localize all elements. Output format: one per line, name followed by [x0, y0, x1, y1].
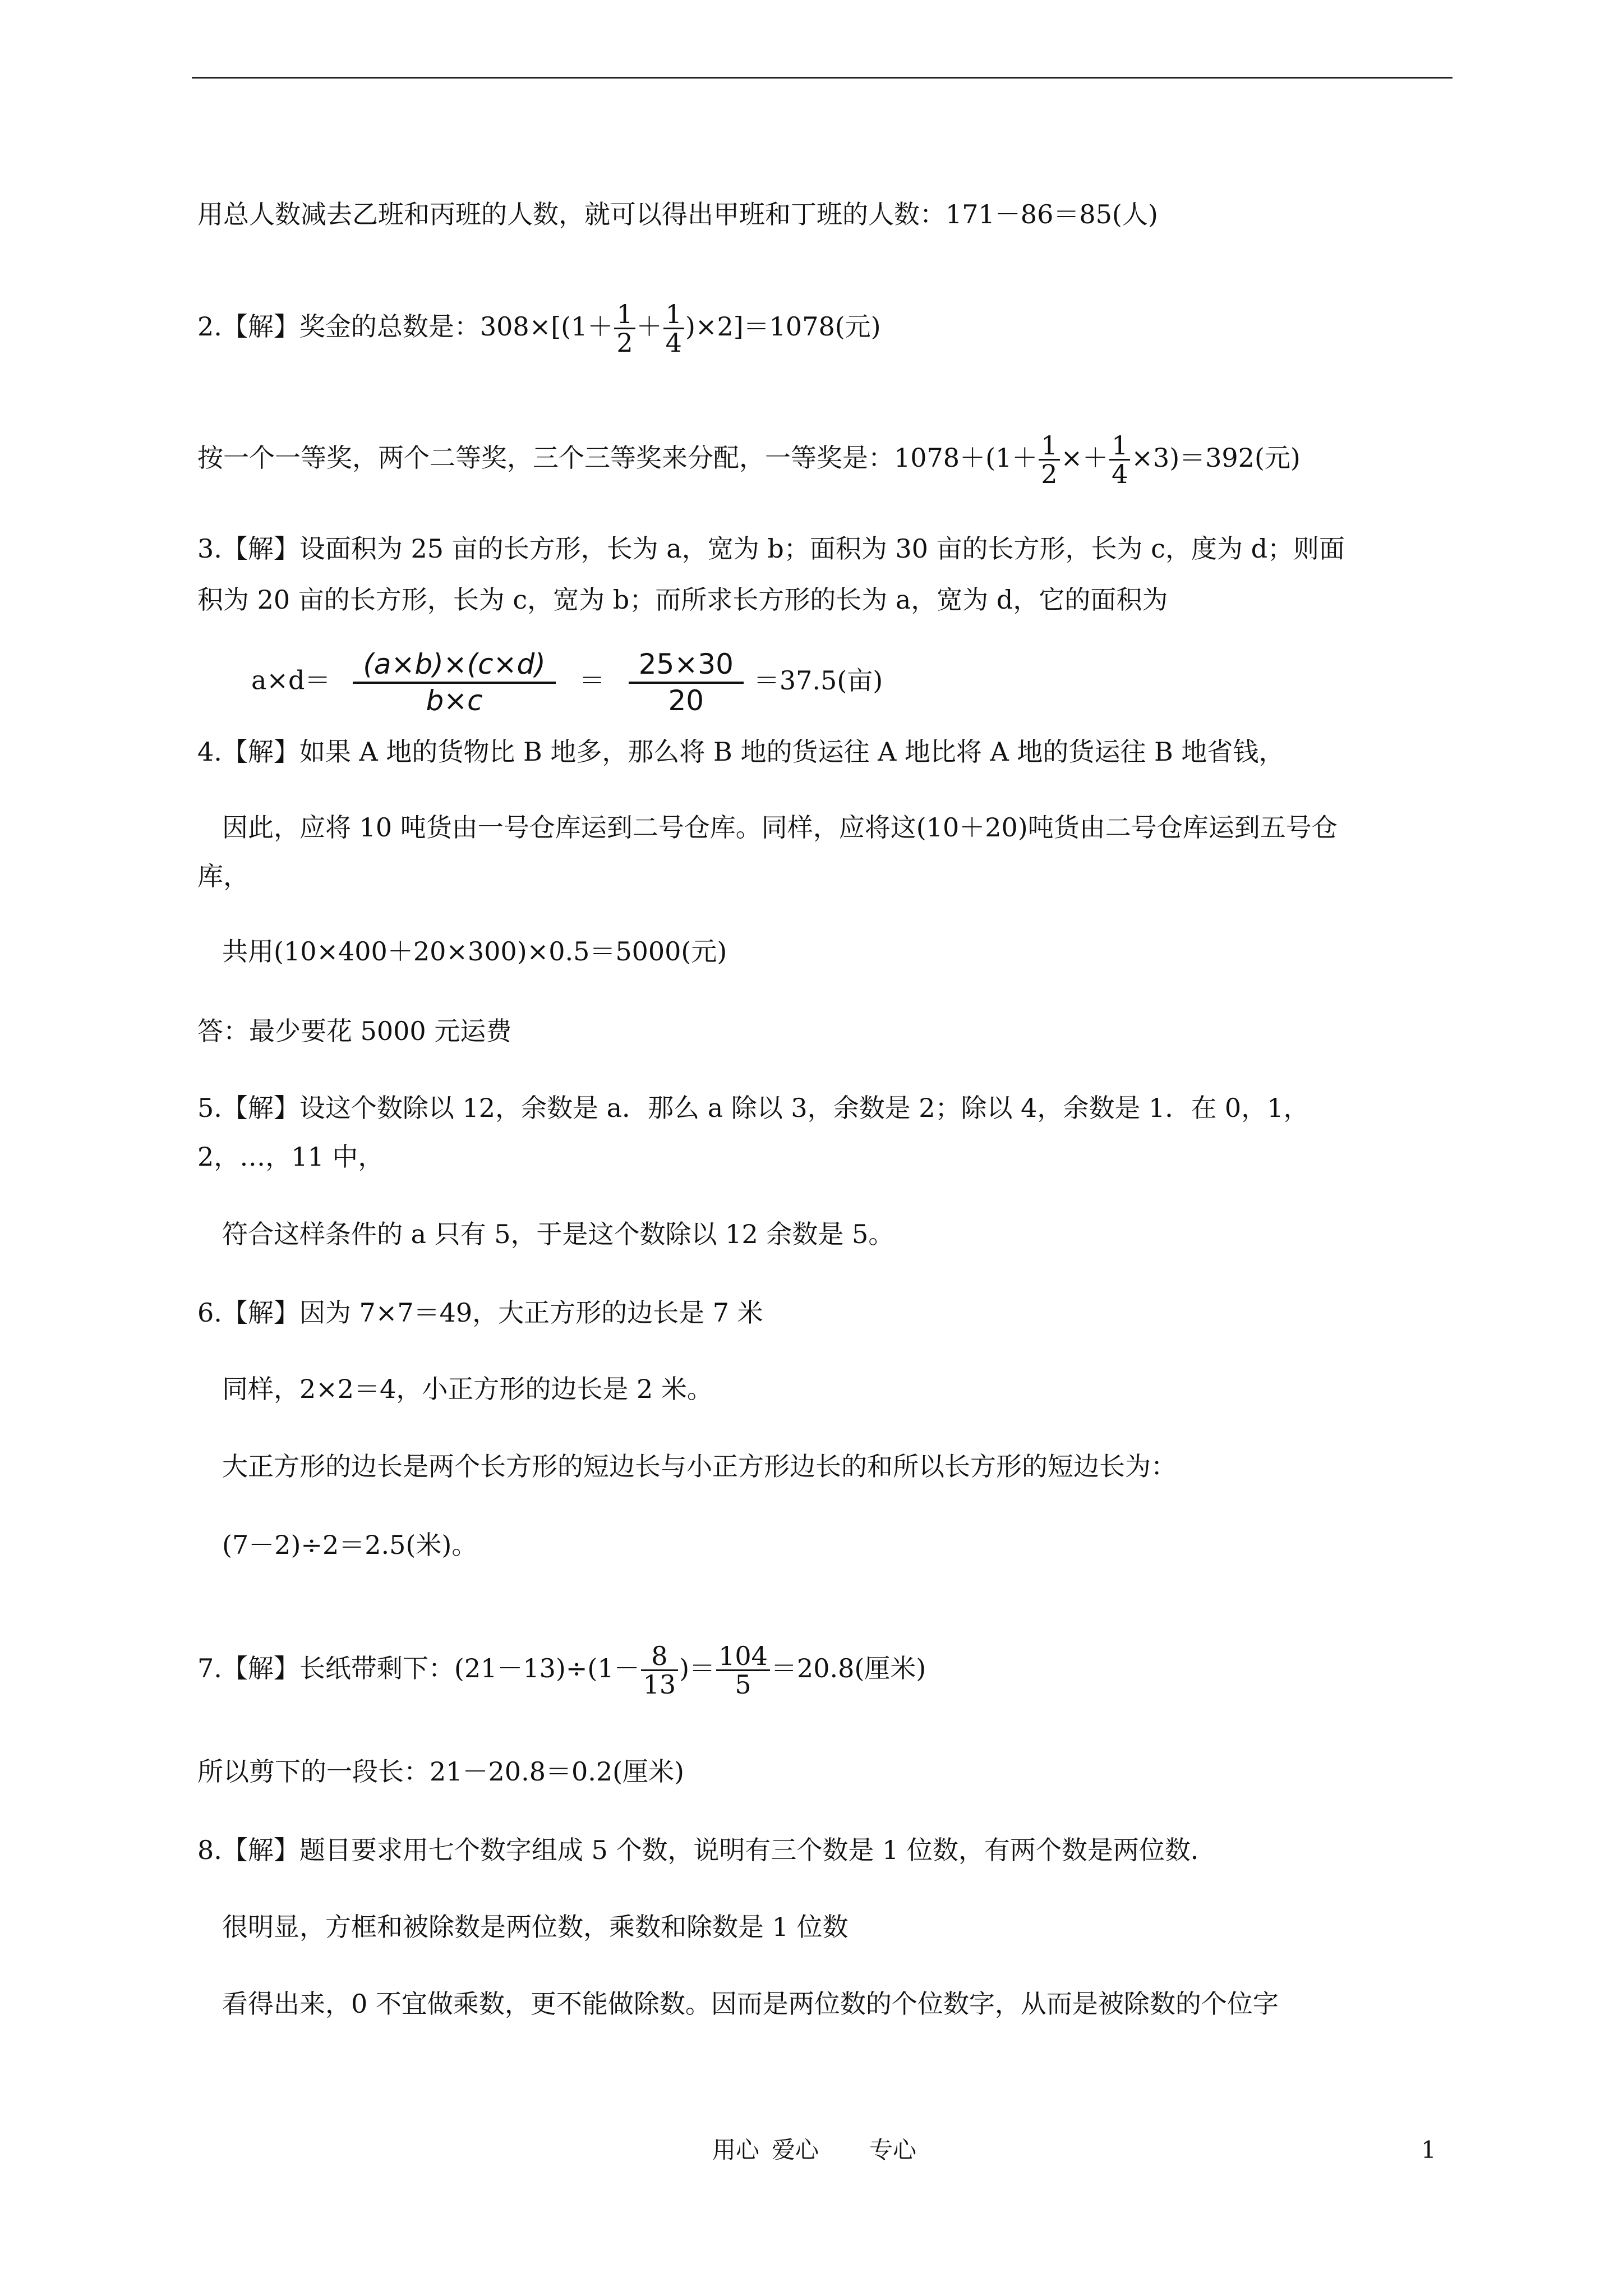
fraction-numerator: (a×b)×(c×d) [353, 650, 555, 684]
text-segment: )×2]＝1078(元) [685, 311, 881, 342]
text-line: 5.【解】设这个数除以 12，余数是 a．那么 a 除以 3，余数是 2；除以 4，余数是 1．在 0，1， [197, 1093, 1310, 1123]
fraction-denominator: 2 [1041, 459, 1058, 490]
fraction-denominator: 13 [643, 1669, 676, 1700]
text-line: 2，…，11 中， [197, 1142, 384, 1172]
text-line: 3.【解】设面积为 25 亩的长方形，长为 a，宽为 b；面积为 30 亩的长方形，长为 c，度为 d；则面 [197, 533, 1345, 564]
text-line: 大正方形的边长是两个长方形的短边长与小正方形边长的和所以长方形的短边长为： [222, 1451, 1177, 1481]
text-line: 8.【解】题目要求用七个数字组成 5 个数，说明有三个数是 1 位数，有两个数是两位数． [197, 1835, 1216, 1865]
text-segment: ＝ [579, 665, 605, 696]
fraction [641, 1642, 679, 1699]
fraction-denominator: 5 [735, 1669, 751, 1700]
fraction-denominator: 4 [665, 328, 682, 358]
fraction-numerator: 1 [614, 301, 635, 329]
text-line: 同样，2×2＝4，小正方形的边长是 2 米。 [222, 1374, 713, 1404]
text-segment: ＝37.5(亩) [753, 665, 883, 696]
fraction-numerator: 1 [1109, 432, 1130, 461]
footer-text: 爱心 [772, 2136, 819, 2164]
footer-text: 专心 [869, 2136, 917, 2164]
fraction-denominator: 2 [616, 328, 633, 358]
fraction [663, 301, 684, 357]
text-line: 4.【解】如果 A 地的货物比 B 地多，那么将 B 地的货运往 A 地比将 A 地的货运往 B 地省钱， [197, 737, 1285, 767]
text-segment: 7.【解】长纸带剩下：(21－13)÷(1－ [197, 1653, 640, 1683]
text-line: 库， [197, 861, 249, 891]
text-segment: )＝ [679, 1653, 716, 1683]
page-number: 1 [1421, 2136, 1436, 2164]
text-line: 符合这样条件的 a 只有 5，于是这个数除以 12 余数是 5。 [222, 1219, 895, 1249]
text-segment: ＝20.8(厘米) [771, 1653, 926, 1683]
formula-line-first-prize [197, 432, 1301, 488]
fraction-numerator: 1 [663, 301, 684, 329]
fraction-numerator: 25×30 [629, 650, 744, 684]
formula-line-bonus-total [197, 301, 881, 357]
text-segment: 2.【解】奖金的总数是：308×[(1＋ [197, 311, 614, 342]
formula-line-area [251, 650, 883, 715]
fraction-denominator: 4 [1112, 459, 1128, 490]
text-line: 共用(10×400＋20×300)×0.5＝5000(元) [222, 936, 727, 967]
fraction-denominator: b×c [426, 684, 483, 717]
footer-text: 用心 [712, 2136, 760, 2164]
fraction [614, 301, 635, 357]
text-line: 积为 20 亩的长方形，长为 c，宽为 b；而所求长方形的长为 a，宽为 d，它的面积为 [197, 585, 1168, 615]
header-rule [192, 77, 1453, 79]
text-line: 看得出来，0 不宜做乘数，更不能做除数。因而是两位数的个位数字，从而是被除数的个位字 [222, 1989, 1279, 2019]
fraction-image [629, 650, 744, 715]
text-segment: ×3)＝392(元) [1131, 442, 1301, 473]
text-segment: 按一个一等奖，两个二等奖，三个三等奖来分配，一等奖是：1078＋(1＋ [197, 442, 1038, 473]
text-segment: ＋ [636, 311, 662, 342]
text-line: 因此，应将 10 吨货由一号仓库运到二号仓库。同样，应将这(10＋20)吨货由二号仓库运到五号仓 [222, 812, 1338, 843]
text-line: 答：最少要花 5000 元运费 [197, 1016, 512, 1046]
fraction-numerator: 104 [716, 1642, 770, 1671]
text-line: 很明显，方框和被除数是两位数，乘数和除数是 1 位数 [222, 1912, 849, 1942]
text-segment: ×＋ [1061, 442, 1109, 473]
fraction-image [353, 650, 555, 715]
text-line: 所以剪下的一段长：21－20.8＝0.2(厘米) [197, 1756, 685, 1787]
text-segment: a×d＝ [251, 665, 331, 696]
fraction [716, 1642, 770, 1699]
fraction-denominator: 20 [668, 684, 704, 717]
text-line: (7－2)÷2＝2.5(米)。 [222, 1530, 478, 1560]
fraction-numerator: 1 [1039, 432, 1059, 461]
formula-line-paper-strip [197, 1642, 926, 1699]
text-line: 用总人数减去乙班和丙班的人数，就可以得出甲班和丁班的人数：171－86＝85(人) [197, 199, 1158, 229]
fraction [1039, 432, 1059, 488]
fraction [1109, 432, 1130, 488]
text-line: 6.【解】因为 7×7＝49，大正方形的边长是 7 米 [197, 1297, 763, 1328]
fraction-numerator: 8 [641, 1642, 679, 1671]
